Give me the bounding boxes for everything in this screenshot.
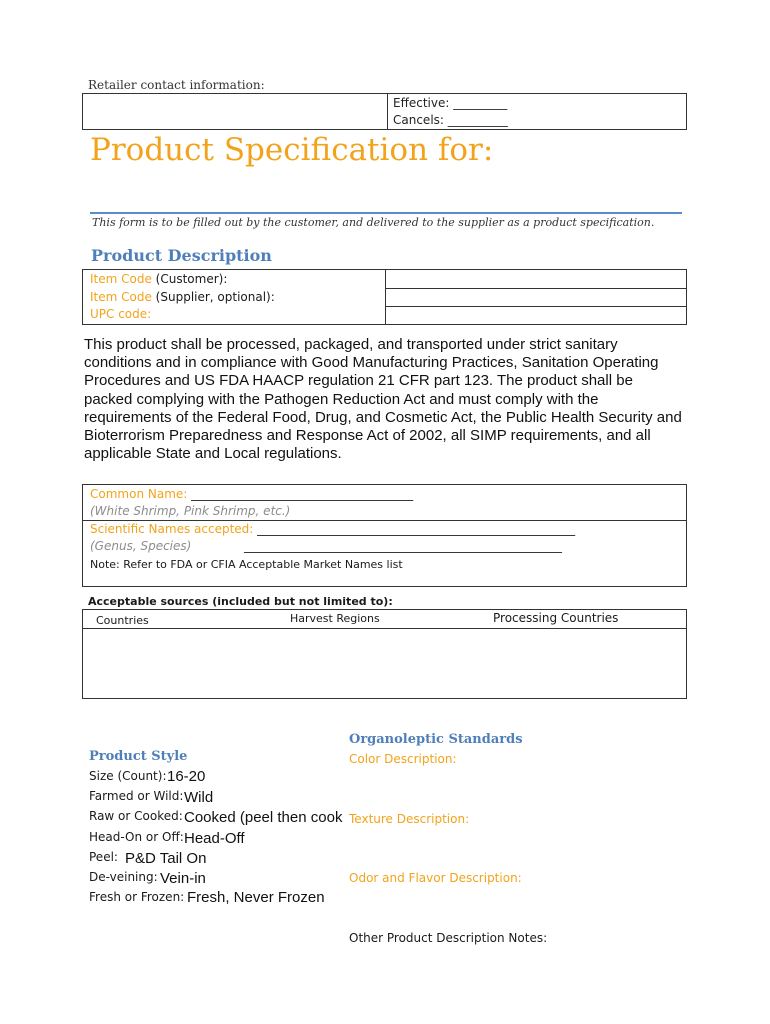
supplier-code-input[interactable] <box>386 289 686 305</box>
pd-row-key: Item Code <box>90 272 152 286</box>
fresh-frozen-label: Fresh or Frozen: <box>89 890 185 904</box>
product-description-heading: Product Description <box>91 246 272 265</box>
peel-label: Peel: <box>89 850 118 864</box>
color-description-label: Color Description: <box>349 752 457 766</box>
col-countries: Countries <box>96 614 149 627</box>
retailer-box-divider <box>387 94 388 129</box>
retailer-contact-label: Retailer contact information: <box>88 78 265 92</box>
farmed-wild-value[interactable]: Wild <box>184 789 214 806</box>
page-title: Product Specification for: <box>90 132 494 168</box>
scientific-names-line[interactable] <box>90 522 575 536</box>
pd-row-upc <box>90 307 151 321</box>
pd-row-rest: (Customer): <box>151 272 228 286</box>
common-name-label: Common Name: <box>90 487 188 501</box>
cancels-label: Cancels: <box>393 113 444 127</box>
odor-flavor-label: Odor and Flavor Description: <box>349 871 522 885</box>
genus-species-hint: (Genus, Species) <box>90 539 192 553</box>
pd-row-rest: (Supplier, optional): <box>151 290 275 304</box>
scientific-names-label: Scientific Names accepted: <box>90 522 254 536</box>
effective-blank[interactable]: _________ <box>453 96 508 110</box>
texture-description-label: Texture Description: <box>349 812 470 826</box>
size-count-label: Size (Count): <box>89 769 167 783</box>
pd-row-supplier-code <box>90 290 275 304</box>
title-rule <box>90 212 682 214</box>
organoleptic-heading: Organoleptic Standards <box>349 732 523 747</box>
sources-table <box>82 609 687 699</box>
col-harvest-regions: Harvest Regions <box>290 612 380 625</box>
upc-code-input[interactable] <box>386 307 686 324</box>
names-box-divider <box>83 520 686 521</box>
raw-cooked-value[interactable]: Cooked (peel then cook <box>184 809 343 826</box>
common-name-hint: (White Shrimp, Pink Shrimp, etc.) <box>90 504 291 518</box>
farmed-wild-label: Farmed or Wild: <box>89 789 184 803</box>
effective-label: Effective: <box>393 96 450 110</box>
deveining-label: De-veining: <box>89 870 158 884</box>
retailer-contact-box[interactable] <box>82 93 687 130</box>
size-count-value[interactable]: 16-20 <box>167 768 206 785</box>
col-processing-countries: Processing Countries <box>493 611 619 625</box>
pd-row-customer-code <box>90 272 227 286</box>
product-style-heading: Product Style <box>89 749 188 764</box>
market-names-note: Note: Refer to FDA or CFIA Acceptable Market Names list <box>90 558 403 571</box>
other-notes-label: Other Product Description Notes: <box>349 931 548 945</box>
instruction-text: This form is to be filled out by the customer, and delivered to the supplier as a product specification. <box>92 216 655 229</box>
compliance-paragraph: This product shall be processed, packaged, and transported under strict sanitary conditions and in compliance with Good Manufacturing Practices, Sanitation Operating Procedures and US FDA HAACP regulation 21 CFR part 123. The product shall be packed complying with the Pathogen Reduction Act and must comply with the requirements of the Federal Food, Drug, and Cosmetic Act, the Public Health Security and Bioterrorism Preparedness and Response Act of 2002, all SIMP requirements, and all applicable State and Local regulations. <box>84 336 682 463</box>
head-on-off-label: Head-On or Off: <box>89 830 184 844</box>
product-description-table <box>82 269 687 325</box>
customer-code-input[interactable] <box>386 270 686 287</box>
raw-cooked-label: Raw or Cooked: <box>89 809 183 823</box>
fresh-frozen-value[interactable]: Fresh, Never Frozen <box>187 889 325 906</box>
acceptable-sources-label: Acceptable sources (included but not limited to): <box>88 595 393 608</box>
genus-species-blank[interactable]: _____________________________________________________ <box>244 539 562 553</box>
sources-entry-area[interactable] <box>84 630 685 697</box>
common-name-blank[interactable]: _____________________________________ <box>191 487 414 501</box>
pd-row-key: Item Code <box>90 290 152 304</box>
pd-row-key: UPC code: <box>90 307 152 321</box>
names-box <box>82 484 687 587</box>
common-name-line[interactable] <box>90 487 413 501</box>
effective-line[interactable] <box>393 96 507 110</box>
peel-value[interactable]: P&D Tail On <box>125 850 207 867</box>
cancels-blank[interactable]: __________ <box>447 113 508 127</box>
scientific-names-blank[interactable]: _____________________________________________________ <box>257 522 576 536</box>
head-on-off-value[interactable]: Head-Off <box>184 830 245 847</box>
cancels-line[interactable] <box>393 113 508 127</box>
sources-header-line <box>83 628 686 629</box>
deveining-value[interactable]: Vein-in <box>160 870 206 887</box>
